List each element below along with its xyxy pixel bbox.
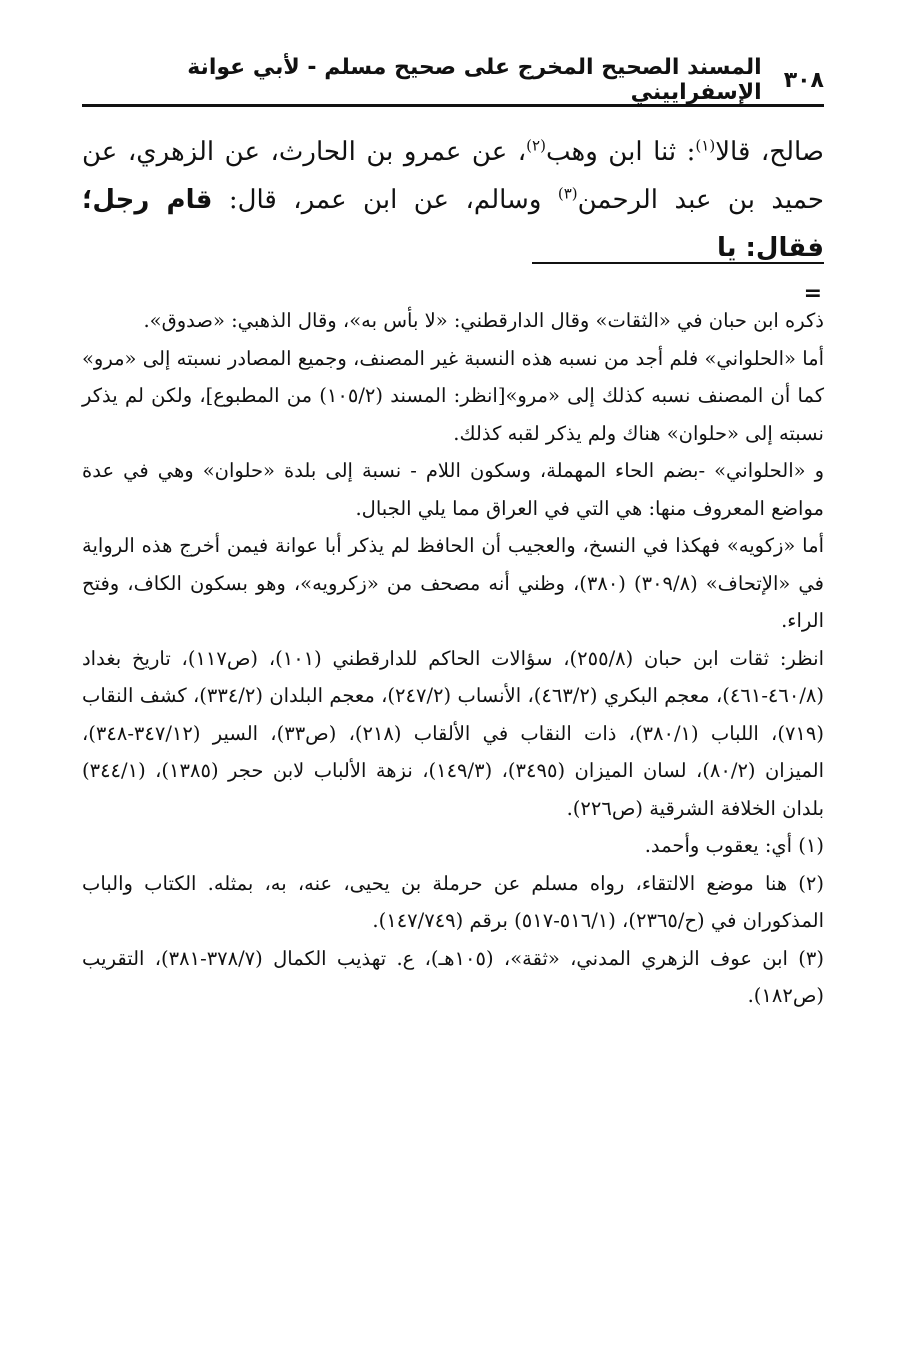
footnote-continuation-3: و «الحلواني» -بضم الحاء المهملة، وسكون اللام - نسبة إلى بلدة «حلوان» وهي في عدة مواضع المعروف منها: هي التي في العراق مما يلي الجبال. bbox=[82, 459, 824, 520]
footnote-continuation-4: أما «زكويه» فهكذا في النسخ، والعجيب أن الحافظ لم يذكر أبا عوانة فيمن أخرج هذه الرواية في «الإتحاف» (٣٠٩/٨) (٣٨٠)، وظني أنه مصحف من «زكرويه»، وهو بسكون الكاف، وفتح الراء. bbox=[82, 534, 824, 632]
footnote-separator bbox=[532, 262, 824, 264]
footnote-2: (٢) هنا موضع الالتقاء، رواه مسلم عن حرملة بن يحيى، عنه، به، بمثله. الكتاب والباب المذكوران في (ح/٢٣٦٥)، (٥١٦/١-٥١٧) برقم (١٤٧/٧٤٩). bbox=[82, 871, 824, 932]
main-line2: حميد بن عبد الرحمن bbox=[577, 185, 824, 215]
footnotes bbox=[82, 302, 824, 1015]
header-rule bbox=[82, 104, 824, 107]
footnote-3: (٣) ابن عوف الزهري المدني، «ثقة»، (١٠٥هـ)، ع. تهذيب الكمال (٣٧٨/٧-٣٨١)، التقريب (ص١٨٢). bbox=[82, 946, 825, 1007]
footnote-ref-3: (٣) bbox=[557, 184, 578, 203]
main-text bbox=[82, 128, 824, 272]
footnote-continuation-1: ذكره ابن حبان في «الثقات» وقال الدارقطني: «لا بأس به»، وقال الذهبي: «صدوق». bbox=[143, 309, 824, 332]
main-line1c: ، عن عمرو بن الحارث، عن الزهري، عن bbox=[82, 137, 527, 167]
main-line1b: : ثنا ابن وهب bbox=[545, 137, 696, 167]
footnote-ref-1: (١) bbox=[695, 136, 716, 155]
main-line2b: وسالم، عن ابن عمر، قال: bbox=[212, 185, 558, 215]
footnote-continuation-2: أما «الحلواني» فلم أجد من نسبه هذه النسبة غير المصنف، وجميع المصادر نسبته إلى «مرو» كما أن المصنف نسبه كذلك إلى «مرو»[انظر: المسند (١٠٥/٢) من المطبوع]، ولكن لم يذكر نسبته إلى «حلوان» هناك ولم يذكر لقبه كذلك. bbox=[82, 346, 825, 445]
main-line1: صالح، قالا bbox=[715, 137, 825, 167]
footnote-continuation-5: انظر: ثقات ابن حبان (٢٥٥/٨)، سؤالات الحاكم للدارقطني (١٠١)، (ص١١٧)، تاريخ بغداد (٤٦٠/٨-٤٦١)، معجم البكري (٤٦٣/٢)، الأنساب (٢٤٧/٢)، معجم البلدان (٣٣٤/٢)، كشف النقاب (٧١٩)، اللباب (٣٨٠/١)، ذات النقاب في الألقاب (٢١٨)، (ص٣٣)، السير (٣٤٧/١٢-٣٤٨)، الميزان (٨٠/٢)، لسان الميزان (٣٤٩٥)، (١٤٩/٣)، نزهة الألباب لابن حجر (١٣٨٥)، (٣٤٤/١) بلدان الخلافة الشرقية (ص٢٢٦). bbox=[82, 646, 824, 820]
footnote-1: (١) أي: يعقوب وأحمد. bbox=[644, 834, 824, 857]
running-title: المسند الصحيح المخرج على صحيح مسلم - لأبي عوانة الإسفراييني bbox=[187, 55, 762, 105]
running-header bbox=[80, 55, 824, 105]
footnote-ref-2: (٢) bbox=[526, 136, 546, 155]
page-number: ٣٠٨ bbox=[783, 67, 824, 93]
continuation-mark: = bbox=[803, 281, 822, 306]
main-bold-phrase: قام رجل؛ فقال: يا bbox=[82, 185, 824, 263]
